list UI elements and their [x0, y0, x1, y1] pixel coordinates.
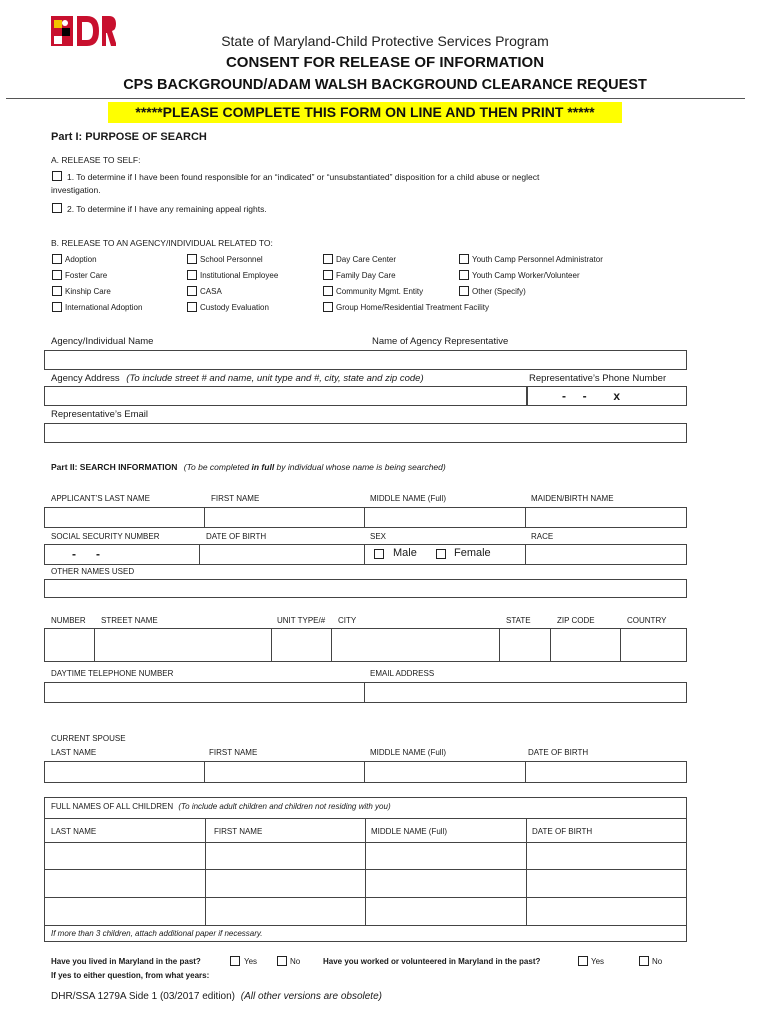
phone-label: DAYTIME TELEPHONE NUMBER [51, 669, 174, 678]
institutional-employee-label: Institutional Employee [200, 271, 279, 280]
female-checkbox[interactable] [436, 549, 446, 559]
zip-label: ZIP CODE [557, 616, 595, 625]
agency-name-label: Agency/Individual Name [51, 336, 154, 347]
rep-phone-input[interactable] [527, 386, 687, 406]
child-row-2[interactable] [45, 869, 686, 870]
casa-checkbox[interactable] [187, 286, 197, 296]
race-input[interactable] [525, 544, 687, 565]
agency-rep-label: Name of Agency Representative [372, 336, 509, 347]
youth-camp-worker-label: Youth Camp Worker/Volunteer [472, 271, 580, 280]
children-col-rule-1 [205, 818, 206, 925]
race-label: RACE [531, 532, 554, 541]
ssn-mask: - - [72, 547, 100, 561]
header-rule [6, 98, 745, 99]
male-checkbox[interactable] [374, 549, 384, 559]
agency-address-hint: (To include street # and name, unit type and #, city, state and zip code) [126, 373, 424, 384]
worked-yes-label: Yes [591, 957, 605, 966]
children-col-rule-3 [526, 818, 527, 925]
dob-input[interactable] [199, 544, 365, 565]
number-label: NUMBER [51, 616, 86, 625]
community-mgmt-label: Community Mgmt. Entity [336, 287, 424, 296]
spouse-first-label: FIRST NAME [209, 748, 258, 757]
banner-text: *****PLEASE COMPLETE THIS FORM ON LINE AND THEN PRINT ***** [135, 104, 595, 120]
country-label: COUNTRY [627, 616, 667, 625]
applicant-last-label: APPLICANT’S LAST NAME [51, 494, 150, 503]
city-label: CITY [338, 616, 357, 625]
unit-label: UNIT TYPE/# [277, 616, 326, 625]
release-agency-heading: B. RELEASE TO AN AGENCY/INDIVIDUAL RELATED TO: [51, 238, 273, 248]
spouse-middle-input[interactable] [364, 761, 526, 783]
part2-heading [51, 462, 446, 472]
spouse-first-input[interactable] [204, 761, 365, 783]
number-input[interactable] [44, 628, 95, 662]
phone-input[interactable] [44, 682, 365, 703]
family-day-care-checkbox[interactable] [323, 270, 333, 280]
spouse-dob-input[interactable] [525, 761, 687, 783]
middle-name-input[interactable] [364, 507, 526, 528]
program-title: State of Maryland-Child Protective Services Program [221, 33, 549, 49]
current-spouse-label: CURRENT SPOUSE [51, 734, 126, 743]
other-names-input[interactable] [44, 579, 687, 598]
agency-name-input[interactable] [44, 350, 687, 370]
first-name-input[interactable] [204, 507, 365, 528]
casa-label: CASA [200, 287, 222, 296]
release-self-item-1: 1. To determine if I have been found responsible for an “indicated” or “unsubstantiated” disposition for a child abuse or neglect [67, 172, 540, 182]
lived-question: Have you lived in Maryland in the past? [51, 957, 201, 966]
complete-online-banner [108, 102, 622, 123]
children-col-rule-2 [365, 818, 366, 925]
custody-evaluation-label: Custody Evaluation [200, 303, 269, 312]
part2-hint-pre: (To be completed [183, 462, 252, 472]
ssn-input[interactable] [44, 544, 200, 565]
worked-yes-checkbox[interactable] [578, 956, 588, 966]
release-to-self-heading: A. RELEASE TO SELF: [51, 155, 141, 165]
child-first-label: FIRST NAME [214, 827, 263, 836]
custody-evaluation-checkbox[interactable] [187, 302, 197, 312]
children-footer-rule [45, 925, 686, 926]
youth-camp-admin-label: Youth Camp Personnel Administrator [472, 255, 603, 264]
rep-email-label: Representative’s Email [51, 409, 148, 420]
country-input[interactable] [620, 628, 687, 662]
male-label: Male [393, 547, 417, 559]
adoption-label: Adoption [65, 255, 97, 264]
child-middle-label: MIDDLE NAME (Full) [371, 827, 448, 836]
international-adoption-checkbox[interactable] [52, 302, 62, 312]
children-heading [51, 802, 391, 811]
lived-yes-label: Yes [244, 957, 258, 966]
form-id: DHR/SSA 1279A Side 1 (03/2017 edition) [51, 991, 236, 1002]
other-names-label: OTHER NAMES USED [51, 567, 135, 576]
worked-question: Have you worked or volunteered in Maryland in the past? [323, 957, 541, 966]
community-mgmt-checkbox[interactable] [323, 286, 333, 296]
part2-hint-bold: in full [251, 462, 275, 472]
lived-no-checkbox[interactable] [277, 956, 287, 966]
child-dob-label: DATE OF BIRTH [532, 827, 593, 836]
group-home-label: Group Home/Residential Treatment Facility [336, 303, 489, 312]
child-row-1[interactable] [45, 842, 686, 843]
spouse-last-label: LAST NAME [51, 748, 97, 757]
maiden-name-input[interactable] [525, 507, 687, 528]
child-row-3[interactable] [45, 897, 686, 898]
form-title: CONSENT FOR RELEASE OF INFORMATION [225, 54, 545, 71]
obsolete-note: (All other versions are obsolete) [240, 991, 382, 1002]
foster-care-label: Foster Care [65, 271, 108, 280]
zip-input[interactable] [550, 628, 621, 662]
years-question: If yes to either question, from what years: [51, 971, 210, 980]
middle-name-label: MIDDLE NAME (Full) [370, 494, 447, 503]
children-heading-text: FULL NAMES OF ALL CHILDREN [51, 802, 174, 811]
applicant-last-input[interactable] [44, 507, 205, 528]
youth-camp-worker-checkbox[interactable] [459, 270, 469, 280]
other-specify-label: Other (Specify) [472, 287, 526, 296]
email-input[interactable] [364, 682, 687, 703]
agency-address-label [51, 373, 424, 384]
rep-email-input[interactable] [44, 423, 687, 443]
children-table [44, 797, 687, 942]
worked-no-checkbox[interactable] [639, 956, 649, 966]
female-label: Female [454, 547, 491, 559]
lived-yes-checkbox[interactable] [230, 956, 240, 966]
agency-address-input[interactable] [44, 386, 527, 406]
worked-no-label: No [652, 957, 663, 966]
kinship-care-label: Kinship Care [65, 287, 111, 296]
child-last-label: LAST NAME [51, 827, 97, 836]
street-input[interactable] [94, 628, 272, 662]
release-self-checkbox-1[interactable] [52, 171, 62, 181]
street-label: STREET NAME [101, 616, 158, 625]
spouse-dob-label: DATE OF BIRTH [528, 748, 589, 757]
school-personnel-checkbox[interactable] [187, 254, 197, 264]
part2-hint-post: by individual whose name is being searched) [274, 462, 446, 472]
school-personnel-label: School Personnel [200, 255, 263, 264]
children-hint: (To include adult children and children not residing with you) [178, 802, 391, 811]
other-specify-checkbox[interactable] [459, 286, 469, 296]
release-self-item-2: 2. To determine if I have any remaining appeal rights. [67, 204, 267, 214]
kinship-care-checkbox[interactable] [52, 286, 62, 296]
group-home-checkbox[interactable] [323, 302, 333, 312]
agency-address-label-text: Agency Address [51, 373, 120, 384]
part1-heading: Part I: PURPOSE OF SEARCH [51, 131, 207, 143]
institutional-employee-checkbox[interactable] [187, 270, 197, 280]
international-adoption-label: International Adoption [65, 303, 143, 312]
form-subtitle: CPS BACKGROUND/ADAM WALSH BACKGROUND CLEARANCE REQUEST [123, 77, 647, 93]
spouse-last-input[interactable] [44, 761, 205, 783]
part2-heading-text: Part II: SEARCH INFORMATION [51, 462, 178, 472]
release-self-checkbox-2[interactable] [52, 203, 62, 213]
first-name-label: FIRST NAME [211, 494, 260, 503]
spouse-middle-label: MIDDLE NAME (Full) [370, 748, 447, 757]
sex-label: SEX [370, 532, 387, 541]
day-care-center-checkbox[interactable] [323, 254, 333, 264]
dob-label: DATE OF BIRTH [206, 532, 267, 541]
rep-phone-mask: - - x [562, 389, 621, 403]
unit-input[interactable] [271, 628, 332, 662]
youth-camp-admin-checkbox[interactable] [459, 254, 469, 264]
state-label: STATE [506, 616, 531, 625]
release-self-item-1-cont: investigation. [51, 185, 101, 195]
family-day-care-label: Family Day Care [336, 271, 396, 280]
foster-care-checkbox[interactable] [52, 270, 62, 280]
email-label: EMAIL ADDRESS [370, 669, 435, 678]
adoption-checkbox[interactable] [52, 254, 62, 264]
maiden-name-label: MAIDEN/BIRTH NAME [531, 494, 614, 503]
lived-no-label: No [290, 957, 301, 966]
ssn-label: SOCIAL SECURITY NUMBER [51, 532, 160, 541]
children-note: If more than 3 children, attach additional paper if necessary. [51, 929, 263, 938]
city-input[interactable] [331, 628, 500, 662]
sex-field [364, 544, 526, 565]
state-input[interactable] [499, 628, 551, 662]
rep-phone-label: Representative’s Phone Number [529, 373, 667, 384]
form-footer [51, 991, 382, 1002]
day-care-center-label: Day Care Center [336, 255, 397, 264]
